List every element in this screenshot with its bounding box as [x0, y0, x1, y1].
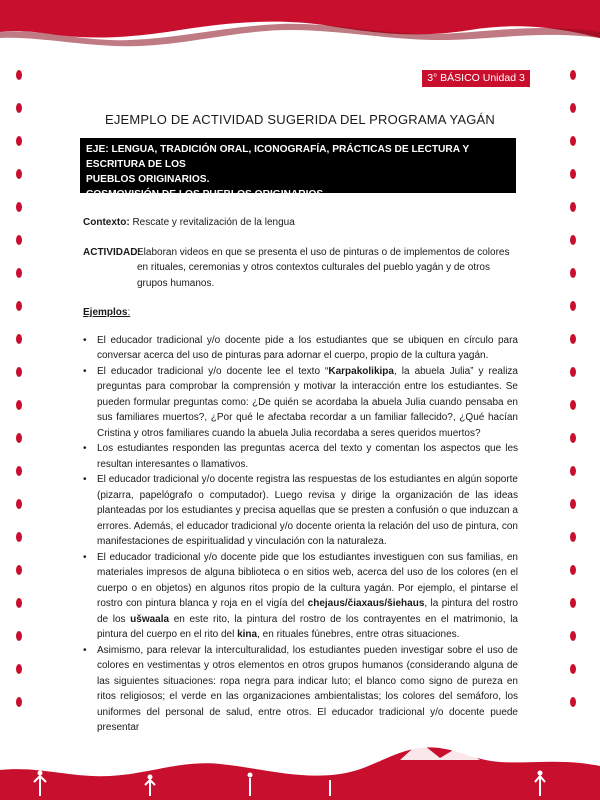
bullet-2-title: Karpakolikipa	[328, 365, 394, 377]
grade-unit-badge: 3° BÁSICO Unidad 3	[422, 70, 530, 87]
examples-colon: :	[127, 307, 131, 318]
bullet-5-text	[97, 550, 518, 643]
page-title: EJEMPLO DE ACTIVIDAD SUGERIDA DEL PROGRAMA YAGÁN	[104, 112, 496, 127]
activity-block	[83, 245, 518, 292]
examples-label: Ejemplos	[83, 307, 128, 318]
bullet-4-text: • El educador tradicional y/o docente registra las respuestas de los estudiantes en algún soporte (pizarra, papelógrafo o computador). Luego revisa y dirige la organización de las ideas planteadas por los estudiantes y precisa aquellas que se presten a confusión o que induzcan a errores. Además, el educador tradicional y/o docente orienta la relación del uso de pintura, con manifestaciones de espiritualidad y vinculación con la naturaleza.	[97, 474, 518, 547]
list-item	[83, 333, 518, 364]
axis-line-1: EJE: LENGUA, TRADICIÓN ORAL, ICONOGRAFÍA, PRÁCTICAS DE LECTURA Y ESCRITURA DE LOS	[86, 144, 469, 170]
axis-line-3: COSMOVISIÓN DE LOS PUEBLOS ORIGINARIOS	[86, 189, 324, 200]
top-wave-decoration	[0, 0, 600, 60]
examples-list	[83, 333, 518, 736]
bullet-5-term-1: chejaus/čiaxaus/šiehaus	[307, 598, 425, 609]
activity-text: Elaboran videos en que se presenta el uso de pinturas o de implementos de colores en rituales, ceremonias y otros contextos culturales del pueblo yagán y de otros grupos humanos.	[137, 246, 510, 289]
context-text: Rescate y revitalización de la lengua	[132, 217, 295, 228]
bullet-5-part-a: El educador tradicional y/o docente pide que los estudiantes investiguen con sus familias, en materiales impresos de alguna biblioteca o en sitios web, acerca del uso de los colores (en el cuerpo o en objetos) en algunos ritos propio de la cultura yagán. Por ejemplo, el pintarse el rostro con pintura blanca y roja en el vigía del	[97, 551, 518, 609]
bottom-landscape-decoration	[0, 730, 600, 800]
right-border-decoration	[566, 60, 580, 730]
bullet-5-term-2: ušwaala	[130, 613, 170, 625]
activity-label: ACTIVIDAD:	[83, 246, 141, 258]
bullet-5-part-c: en este rito, la pintura del rostro de los contrayentes en el matrimonio, la pintura del cuerpo en el rito del	[97, 613, 518, 640]
bullet-1-text: • El educador tradicional y/o docente pide a los estudiantes que se ubiquen en círculo para conversar acerca del uso de pinturas para adornar el cuerpo, propio de la cultura yagán.	[97, 334, 518, 361]
bullet-2-part-b: , la abuela Julia” y realiza preguntas para comprobar la comprensión y motivar la interacción entre los estudiantes. Se pueden formular preguntas como: ¿De quién se acordaba la abuela Julia cuando pensaba en sus familiares muertos?, ¿Por qué le afectaba recordar a un familiar fallecido?, ¿Qué hacían Cristina y otros familiares cuando la abuela Julia recordaba a seres queridos muertos?	[97, 365, 518, 439]
list-item	[83, 643, 518, 736]
document-body	[83, 215, 518, 736]
context-paragraph	[83, 215, 518, 231]
axis-line-2: PUEBLOS ORIGINARIOS.	[86, 174, 210, 185]
bullet-5-term-3: kina	[237, 629, 258, 640]
list-item	[83, 472, 518, 550]
axis-heading-box	[80, 138, 516, 200]
context-label: Contexto:	[83, 217, 130, 228]
left-border-decoration	[12, 60, 26, 730]
examples-heading	[83, 305, 518, 321]
bullet-2-text	[97, 364, 518, 442]
list-item	[83, 550, 518, 643]
bullet-6-text: • Asimismo, para relevar la interculturalidad, los estudiantes pueden investigar sobre el uso de colores en vestimentas y otros elementos en otros grupos humanos (considerando alguna de las siguientes situaciones: ropa negra para indicar luto; el blanco como signo de pureza en ritos religiosos; el verde en las organizaciones ambientalistas; los colores del semáforo, los uniformes del personal de salud, entre otros. El educador tradicional y/o docente puede presentar	[97, 644, 518, 733]
bullet-5-part-d: , en rituales fúnebres, entre otras situaciones.	[257, 629, 460, 640]
bullet-3-text: • Los estudiantes responden las preguntas acerca del texto y comentan los aspectos que les resultan interesantes o llamativos.	[97, 443, 518, 470]
list-item	[83, 441, 518, 472]
list-item	[83, 364, 518, 442]
bullet-5-part-b: , la pintura del rostro de los	[97, 598, 518, 625]
bullet-2-part-a: El educador tradicional y/o docente lee el texto “	[97, 365, 329, 377]
